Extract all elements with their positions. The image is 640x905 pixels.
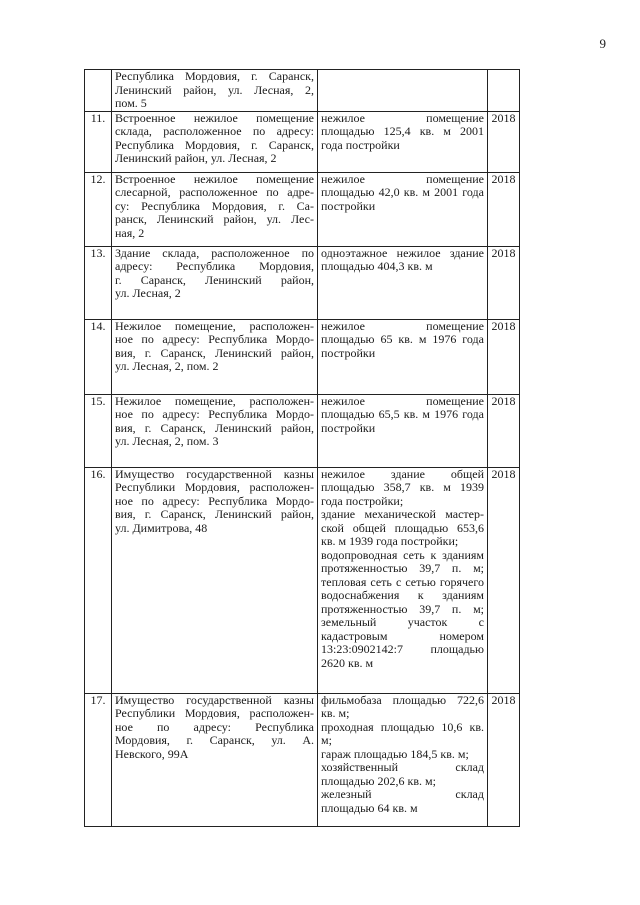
description-line: площадью 125,4 кв. м 2001 — [321, 125, 484, 138]
object-line: слесарной, расположенное по адре- — [115, 186, 314, 199]
description-line: нежилое помещение — [321, 394, 484, 408]
object-line: Нежилое помещение, расположен- — [115, 319, 314, 333]
table-row — [85, 246, 520, 319]
description-line: площадью 358,7 кв. м 1939 — [321, 481, 484, 494]
description-line: площадью 65 кв. м 1976 года — [321, 333, 484, 346]
description-line: здание механической мастер- — [321, 508, 484, 521]
row-number-cell — [85, 70, 112, 112]
object-cell — [112, 246, 318, 319]
object-cell — [112, 319, 318, 394]
object-line: вия, г. Саранск, Ленинский район, — [115, 346, 314, 360]
object-line: Имущество государственной казны — [115, 467, 314, 481]
description-cell — [318, 246, 488, 319]
object-cell — [112, 70, 318, 112]
description-line: нежилое помещение — [321, 172, 484, 186]
description-cell — [318, 467, 488, 693]
object-line: Республики Мордовия, расположен- — [115, 481, 314, 494]
row-number-cell: 16. — [85, 467, 112, 693]
table-row — [85, 693, 520, 826]
description-cell — [318, 70, 488, 112]
object-line: Встроенное нежилое помещение — [115, 111, 314, 125]
year-cell: 2018 — [488, 394, 520, 467]
description-line: площадью 65,5 кв. м 1976 года — [321, 408, 484, 421]
description-line: железный склад — [321, 788, 484, 801]
description-line: 13:23:0902142:7 площадью — [321, 643, 484, 656]
year-cell: 2018 — [488, 246, 520, 319]
description-line: гараж площадью 184,5 кв. м; — [321, 747, 469, 761]
object-line: ное по адресу: Республика — [115, 720, 314, 734]
description-line: м; — [321, 734, 332, 747]
row-number-cell: 14. — [85, 319, 112, 394]
description-line: площадью 404,3 кв. м — [321, 260, 433, 273]
description-line: площадью 42,0 кв. м 2001 года — [321, 186, 484, 199]
description-line: площадью 202,6 кв. м; — [321, 774, 436, 788]
object-line: су: Республика Мордовия, г. Са- — [115, 199, 314, 213]
object-line: Ленинский район, ул. Лесная, 2, — [115, 83, 314, 97]
description-line: протяженностью 39,7 п. м; — [321, 562, 484, 575]
table-row — [85, 111, 520, 172]
description-line: постройки — [321, 346, 376, 360]
table-row — [85, 467, 520, 693]
table-row — [85, 319, 520, 394]
object-line: склада, расположенное по адресу: — [115, 125, 314, 138]
object-line: Ленинский район, ул. Лесная, 2 — [115, 152, 277, 165]
object-line: Республика Мордовия, г. Саранск, — [115, 138, 314, 152]
object-line: ное по адресу: Республика Мордо- — [115, 408, 314, 421]
row-number-cell: 12. — [85, 172, 112, 246]
object-cell — [112, 394, 318, 467]
year-cell: 2018 — [488, 467, 520, 693]
description-cell — [318, 394, 488, 467]
object-line: Встроенное нежилое помещение — [115, 172, 314, 186]
year-cell: 2018 — [488, 172, 520, 246]
description-line: хозяйственный склад — [321, 761, 484, 774]
object-line: вия, г. Саранск, Ленинский район, — [115, 421, 314, 435]
description-line: протяженностью 39,7 п. м; — [321, 602, 484, 616]
object-line: Республики Мордовия, расположен- — [115, 707, 314, 720]
object-line: ное по адресу: Республика Мордо- — [115, 494, 314, 508]
description-line: проходная площадью 10,6 кв. — [321, 720, 484, 734]
object-line: ул. Лесная, 2 — [115, 287, 181, 300]
object-cell — [112, 172, 318, 246]
description-line: года постройки — [321, 138, 400, 152]
year-cell: 2018 — [488, 693, 520, 826]
object-line: Здание склада, расположенное по — [115, 246, 314, 260]
object-cell — [112, 111, 318, 172]
object-line: вия, г. Саранск, Ленинский район, — [115, 508, 314, 521]
object-line: Мордовия, г. Саранск, ул. А. — [115, 734, 314, 747]
object-line: ул. Лесная, 2, пом. 3 — [115, 435, 219, 448]
description-line: фильмобаза площадью 722,6 — [321, 693, 484, 707]
description-line: года постройки; — [321, 494, 404, 508]
object-line: пом. 5 — [115, 97, 147, 110]
object-line: г. Саранск, Ленинский район, — [115, 273, 314, 287]
row-number-cell: 15. — [85, 394, 112, 467]
description-cell — [318, 172, 488, 246]
description-line: нежилое здание общей — [321, 467, 484, 481]
description-line: 2620 кв. м — [321, 656, 374, 670]
description-line: кадастровым номером — [321, 629, 484, 643]
object-line: адресу: Республика Мордовия, — [115, 260, 314, 273]
description-line: земельный участок с — [321, 616, 484, 629]
description-line: водопроводная сеть к зданиям — [321, 548, 484, 562]
table-row — [85, 172, 520, 246]
year-cell: 2018 — [488, 111, 520, 172]
page-number: 9 — [599, 36, 606, 51]
object-cell — [112, 467, 318, 693]
object-line: Нежилое помещение, расположен- — [115, 394, 314, 408]
description-line: нежилое помещение — [321, 319, 484, 333]
row-number-cell: 17. — [85, 693, 112, 826]
object-line: ранск, Ленинский район, ул. Лес- — [115, 213, 314, 226]
description-line: площадью 64 кв. м — [321, 801, 418, 815]
description-line: постройки — [321, 421, 376, 435]
description-line: одноэтажное нежилое здание — [321, 246, 484, 260]
description-cell — [318, 319, 488, 394]
description-line: кв. м; — [321, 707, 350, 720]
year-cell — [488, 70, 520, 112]
table-row — [85, 394, 520, 467]
row-number-cell: 11. — [85, 111, 112, 172]
object-line: ул. Лесная, 2, пом. 2 — [115, 360, 219, 373]
object-line: ул. Димитрова, 48 — [115, 521, 208, 535]
object-line: ное по адресу: Республика Мордо- — [115, 333, 314, 346]
object-line: Имущество государственной казны — [115, 693, 314, 707]
description-line: тепловая сеть с сетью горячего — [321, 575, 484, 589]
description-line: кв. м 1939 года постройки; — [321, 535, 459, 548]
description-line: постройки — [321, 199, 376, 213]
description-cell — [318, 693, 488, 826]
description-line: водоснабжения к зданиям — [321, 589, 484, 602]
property-registry-table — [84, 69, 520, 827]
row-number-cell: 13. — [85, 246, 112, 319]
table-row — [85, 70, 520, 112]
object-line: Невского, 99А — [115, 747, 189, 761]
description-line: нежилое помещение — [321, 111, 484, 125]
description-cell — [318, 111, 488, 172]
object-line: ная, 2 — [115, 226, 145, 240]
year-cell: 2018 — [488, 319, 520, 394]
object-line: Республика Мордовия, г. Саранск, — [115, 70, 314, 83]
description-line: ской общей площадью 653,6 — [321, 521, 484, 535]
object-cell — [112, 693, 318, 826]
